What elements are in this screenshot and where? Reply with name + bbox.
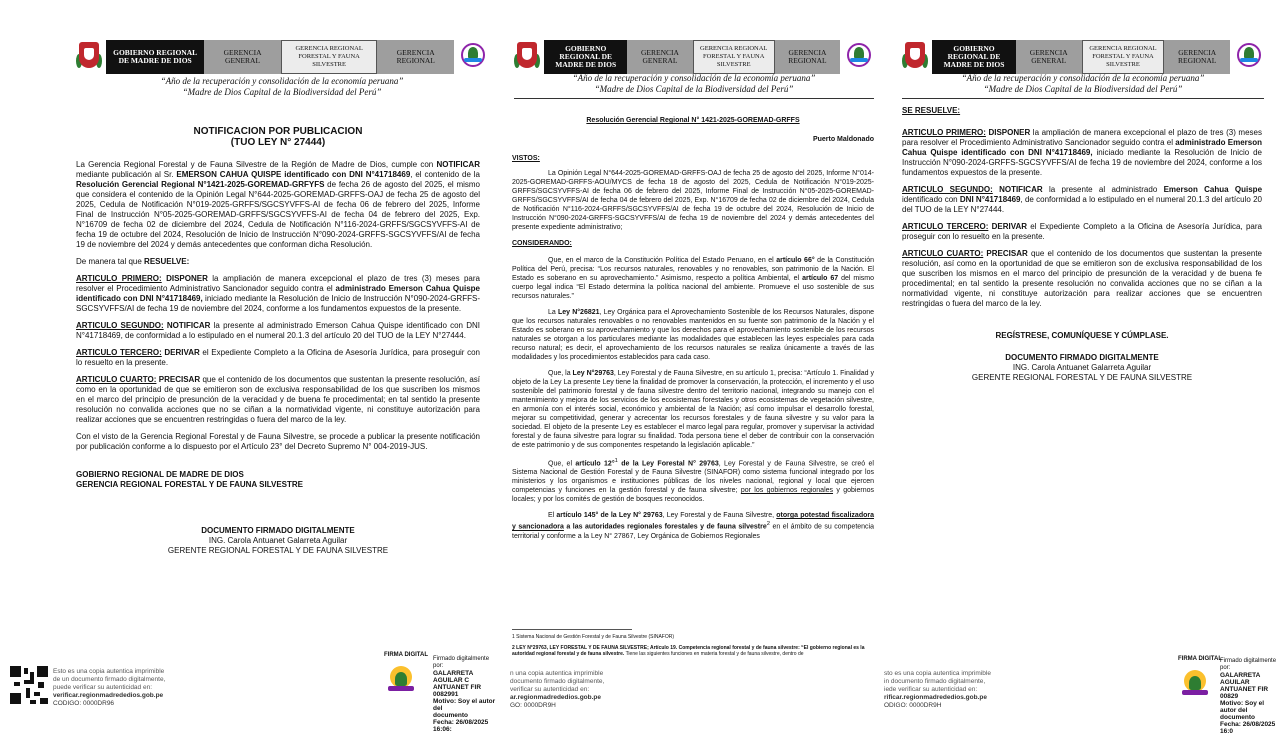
considerando-1: Que, en el marco de la Constitución Política del Estado Peruano, en el artículo 66° de la Constitución Política del Perú, precisa: “Los recursos naturales, renovables y no renovables, son patrimonio de la Nación. El Estado es soberano en su aprovechamiento.” Asimismo, respecto a política Ambiental, el artículo 67 del mismo cuerpo legal indica “El Estado determina la política nacional del ambiente. Promueve el uso sostenible de sus recursos naturales.”: [512, 257, 875, 300]
motto: [76, 76, 488, 98]
considerando-2: La Ley N°26821, Ley Orgánica para el Aprovechamiento Sostenible de los Recursos Naturales, dispone que los recursos naturales renovables o no renovables mantenidos en su fuente son patrimonio de la Nación y el Estado es soberano en su aprovechamiento y que los derechos para el aprovechamiento sostenible de los recursos naturales se otorgan a los particulares mediante las modalidades que establecen las leyes especiales para cada recurso natural; es decir, el aprovechamiento de los recursos naturales se realiza únicamente a través de las modalidades y los procedimientos establecidos para cada caso.: [512, 309, 875, 361]
vistos-heading: VISTOS:: [512, 155, 540, 162]
verification-note: n una copia autentica imprimible documento firmado digitalmente, verificar su autenticidad en: ar.regionmadrededios.gob.pe GO: 0000DR9H: [510, 670, 605, 709]
header-rule: [514, 98, 874, 99]
resuelve-paragraph: De manera tal que RESUELVE:: [76, 257, 190, 266]
considerando-4: Que, el artículo 12°$^1$ de la Ley Forestal N° 29763, Ley Forestal y de Fauna Silvestre, se creó el Sistema Nacional de Gestión Forestal y de Fauna Silvestre (SINAFOR) como sistema funcional integrado por los ministerios y los organismos e instituciones públicas de los niveles nacional, regional y local que ejercen competencias y funciones en la gestión forestal y de fauna silvestre; por los gobiernos regionales y gobiernos locales; y por los comités de gestión de bosques reconocidos.: [512, 458, 874, 504]
header-box-gerencia-regional: GERENCIA REGIONAL: [1164, 40, 1230, 74]
page-title: [76, 126, 480, 148]
article-3: ARTICULO TERCERO: DERIVAR el Expediente Completo a la Oficina de Asesoría Jurídica, para proseguir con lo resuelto en la presente.: [902, 222, 1262, 241]
se-resuelve-heading: SE RESUELVE:: [902, 106, 961, 115]
verify-link[interactable]: rificar.regionmadrededios.gob.pe: [884, 694, 987, 701]
motto: “Año de la recuperación y consolidación de la economía peruana” “Madre de Dios Capital de la Biodiversidad del Perú”: [572, 73, 816, 94]
verify-code: ODIGO: 0000DR9H: [884, 702, 942, 709]
considerando-5: El artículo 145° de la Ley N° 29763, Ley Forestal y de Fauna Silvestre, otorga potestad fiscalizadora y sancionadora a las autoridades regionales forestales y de fauna silvestre$^2$ en el ámbito de su competencia territorial y conforme a la Ley N° 27867, Ley Orgánica de Gobiernos Regionales: [512, 512, 874, 540]
place: Puerto Maldonado: [812, 136, 874, 143]
firma-digital-seal-icon: [384, 662, 418, 696]
page-notificacion: [0, 0, 500, 733]
article-2: ARTICULO SEGUNDO: NOTIFICAR la presente al administrado Emerson Cahua Quispe identificado con DNI N°41718469, de conformidad a lo estipulado en el numeral 20.1.3 del artículo 20 del TUO de la LEY N°27444.: [76, 321, 480, 340]
article-4: ARTICULO CUARTO: PRECISAR que el contenido de los documentos que sustentan la presente resolución, así como en la oportunidad de que se emitieron son de exclusiva responsabilidad de los que suscriben los mismos en el marco del principio de presunción de la veracidad y de buena fe procedimental; en tal sentido la presente resolución no convalida acciones que no se ciñan a la normatividad vigente, ni constituye autorización para realizar acciones que se encuentren restringidas o fuera del marco de la ley.: [76, 375, 481, 424]
article-2: ARTICULO SEGUNDO: NOTIFICAR la presente al administrado Emerson Cahua Quispe identificado con DNI N°41718469, de conformidad a lo estipulado en el numeral 20.1.3 del artículo 20 del TUO de la LEY N°27444.: [902, 185, 1263, 214]
notification-body: [76, 160, 480, 556]
digital-signature-info: Firmado digitalmente por: GALARRETA AGUILAR C ANTUANET FIR 0082991 Motivo: Soy el autor del documento Fecha: 26/08/2025 16:06:: [433, 656, 496, 733]
article-3: ARTICULO TERCERO: DERIVAR el Expediente Completo a la Oficina de Asesoría Jurídica, para proseguir con lo resuelto en la presente.: [76, 348, 481, 367]
header-box-gobierno: GOBIERNO REGIONAL DE MADRE DE DIOS: [932, 40, 1016, 74]
article-4: ARTICULO CUARTO: PRECISAR que el contenido de los documentos que sustentan la presente resolución, así como en la oportunidad de que se emitieron son de exclusiva responsabilidad de los que suscriben los mismos en el marco del principio de presunción de la veracidad y de buena fe procedimental; en tal sentido la presente resolución no convalida acciones que no se ciñan a la normatividad vigente, ni constituye autorización para realizar acciones que se encuentren restringidas o fuera del marco de la ley.: [902, 249, 1262, 308]
title-line-2: (TUO LEY N° 27444): [230, 137, 326, 148]
peru-shield-icon: [514, 40, 540, 74]
verify-code: CODIGO: 0000DR96: [53, 700, 115, 707]
header-box-gerencia-general: GERENCIA GENERAL: [627, 40, 692, 74]
regional-forestal-logo-icon: [458, 40, 488, 74]
verify-code: GO: 0000DR9H: [510, 702, 556, 709]
regional-forestal-logo-icon: [1234, 40, 1264, 74]
considerando-3: Que, la Ley N°29763, Ley Forestal y de Fauna Silvestre, en su artículo 1, precisa: “Artículo 1. Finalidad y objeto de la Ley La presente Ley tiene la finalidad de promover la conservación, la protección, el incremento y el uso sostenible del patrimonio forestal y de fauna silvestre dentro del territorio nacional, integrando su manejo con el mantenimiento y mejora de los servicios de los ecosistemas forestales y otros ecosistemas de vegetación silvestre, en armonía con el interés social, económico y ambiental de la Nación; así como impulsar el desarrollo forestal, mejorar su competitividad, generar y acrecentar los recursos forestales y de fauna silvestre y su valor para la sociedad. El objeto de la presente Ley es establecer el marco legal para regular, promover y supervisar la actividad forestal y de fauna silvestre para lograr su finalidad. Toda persona tiene el deber de contribuir con la conservación de este patrimonio y de sus componentes respetando la legislación aplicable.”: [512, 370, 874, 449]
peru-shield-icon: [76, 40, 102, 74]
verify-link[interactable]: verificar.regionmadrededios.gob.pe: [53, 692, 164, 699]
closing-formula: REGÍSTRESE, COMUNÍQUESE Y CÚMPLASE.: [995, 331, 1169, 340]
intro-paragraph: La Gerencia Regional Forestal y de Fauna Silvestre de la Región de Madre de Dios, cumple con NOTIFICAR mediante publicación al Sr. EMERSON CAHUA QUISPE identificado con DNI N°41718469, el contenido de la Resolución Gerencial Regional N°1421-2025-GOREMAD-GRFYFS de fecha 26 de agosto del 2025, el mismo que considera el contenido de la Opinión Legal N°644-2025-GOREMAD-GRFFS-OAJ de fecha 25 de agosto del 2025, Cedula de Notificación N°019-2025-GRFFS/SGCSYVFFS-AI de fecha 06 de febrero del 2025, Informe Final de Instrucción N°05-2025-GOREMAD-GRFFS/SGCSYVFFS-AI de fecha 04 de febrero del 2025, Exp. N°16709 de fecha 02 de diciembre del 2024, Cedula de Notificación N°116-2024-GRFFS/SGCSYVFFS-AI de fecha 19 de octubre del 2024, Resolución de Inicio de Instrucción N°090-2024-GRFFS-SGCSYVFFS/AI de fecha 19 de noviembre del 2024 y demás antecedentes que conforman dicha Resolución.: [76, 160, 480, 249]
page-resolucion-2: [884, 0, 1280, 735]
firma-digital-label: FIRMA DIGITAL: [384, 652, 428, 658]
footnote-rule: [512, 629, 632, 630]
header-box-gerencia-general: GERENCIA GENERAL: [1016, 40, 1082, 74]
header-box-forestal: GERENCIA REGIONAL FORESTAL Y FAUNA SILVESTRE: [281, 40, 378, 74]
letterhead: [902, 40, 1264, 74]
header-box-forestal: GERENCIA REGIONAL FORESTAL Y FAUNA SILVESTRE: [693, 40, 775, 74]
header-box-gobierno: GOBIERNO REGIONAL DE MADRE DE DIOS: [544, 40, 627, 74]
vistos-paragraph: La Opinión Legal N°644-2025-GOREMAD-GRFFS-OAJ de fecha 25 de agosto del 2025, Informe N°014-2025-GOREMAD-GRFFS-AOU/MYCS de fecha 18 de agosto del 2025, Cedula de Notificación N°019-2025-GRFFS/SGCSYVFFS-AI de fecha 06 de febrero del 2025, Informe Final de Instrucción N°05-2025-GOREMAD-GRFFS/SGCSYVFFS/AI de fecha 04 de febrero del 2025, Exp. N°16709 de fecha 02 de diciembre del 2024, Cedula de Notificación N°116-2024-GRFFS/SGCSYVFFS/AI de fecha 19 de octubre del 2024, Resolución de Inicio de Instrucción N°090-2024-GRFFS-SGCSYVFFS/AI de fecha 19 de noviembre del 2024 y demás antecedentes del presente expediente administrativo;: [512, 170, 874, 231]
footnote-1: 1 Sistema Nacional de Gestión Forestal y de Fauna Silvestre (SINAFOR): [512, 634, 675, 640]
header-box-gobierno: GOBIERNO REGIONAL DE MADRE DE DIOS: [106, 40, 204, 74]
header-box-gerencia-general: GERENCIA GENERAL: [204, 40, 281, 74]
letterhead: [76, 40, 488, 74]
header-box-forestal: GERENCIA REGIONAL FORESTAL Y FAUNA SILVESTRE: [1082, 40, 1165, 74]
firma-digital-seal-icon: [1178, 666, 1212, 700]
resolution-body: [512, 116, 874, 548]
org-block: GOBIERNO REGIONAL DE MADRE DE DIOS GERENCIA REGIONAL FORESTAL Y DE FAUNA SILVESTRE: [76, 470, 303, 489]
header-rule: [902, 98, 1264, 99]
verification-note: Esto es una copia autentica imprimible de un documento firmado digitalmente, puede verificar su autenticidad en: verificar.regionmadrededios.gob.pe CODIGO: 0000DR96: [53, 668, 166, 707]
digital-signature-info: Firmado digitalmente por: GALARRETA AGUILAR ANTUANET FIR 00829 Motivo: Soy el autor del documento Fecha: 26/08/2025 16:0: [1220, 658, 1277, 735]
article-1: ARTICULO PRIMERO: DISPONER la ampliación de manera excepcional el plazo de tres (3) meses para resolver el Procedimiento Administrativo Sancionador seguido contra el administrado Emerson Cahua Quispe identificado con DNI N°41718469, iniciado mediante la Resolución de Inicio de Instrucción N°090-2024-GRFFS-SGCSYVFFS/AI de fecha 19 de noviembre del 2024, conforme a los fundamentos expuestos de la presente.: [76, 274, 480, 313]
resolution-articles: [902, 106, 1262, 383]
signature-block: DOCUMENTO FIRMADO DIGITALMENTE ING. Carola Antuanet Galarreta Aguilar GERENTE REGIONAL FORESTAL Y DE FAUNA SILVESTRE: [167, 526, 389, 555]
motto-line-2: “Madre de Dios Capital de la Biodiversidad del Perú”: [182, 87, 382, 97]
motto-line-1: “Año de la recuperación y consolidación de la economía peruana”: [160, 76, 404, 86]
closing-paragraph: Con el visto de la Gerencia Regional Forestal y de Fauna Silvestre, se procede a publicar la presente notificación por publicación conforme a lo dispuesto por el Artículo 23° del Decreto Supremo N° 004-2019-JUS.: [76, 432, 480, 451]
title-line-1: NOTIFICACION POR PUBLICACION: [193, 126, 363, 137]
page-resolucion-1: [500, 0, 890, 720]
firma-digital-label: FIRMA DIGITAL: [1178, 656, 1222, 662]
resolution-title: Resolución Gerencial Regional N° 1421-2025-GOREMAD-GRFFS: [586, 117, 800, 124]
considerando-heading: CONSIDERANDO:: [512, 240, 572, 247]
regional-forestal-logo-icon: [844, 40, 874, 74]
letterhead: [514, 40, 874, 74]
article-1: ARTICULO PRIMERO: DISPONER la ampliación de manera excepcional el plazo de tres (3) meses para resolver el Procedimiento Administrativo Sancionador seguido contra el administrado Emerson Cahua Quispe identificado con DNI N°41718469, iniciado mediante la Resolución de Inicio de Instrucción N°090-2024-GRFFS-SGCSYVFFS/AI de fecha 19 de noviembre del 2024, conforme a los fundamentos expuestos de la presente.: [902, 128, 1262, 177]
header-box-gerencia-regional: GERENCIA REGIONAL: [775, 40, 840, 74]
qr-code-icon: [10, 666, 48, 704]
verify-link[interactable]: ar.regionmadrededios.gob.pe: [510, 694, 602, 701]
verification-note: sto es una copia autentica imprimible in documento firmado digitalmente, iede verificar su autenticidad en: rificar.regionmadrededios.gob.pe ODIGO: 0000DR9H: [884, 670, 991, 709]
footnote-2: 2 LEY N°29763, LEY FORESTAL Y DE FAUNA SILVESTRE; Artículo 19. Competencia regional forestal y de fauna silvestre: “El gobierno regional es la autoridad regional forestal y de fauna silvestre. Tiene las siguientes funciones en materia forestal y de fauna silvestre, dentro de: [512, 645, 865, 657]
signature-block: DOCUMENTO FIRMADO DIGITALMENTE ING. Carola Antuanet Galarreta Aguilar GERENTE REGIONAL FORESTAL Y DE FAUNA SILVESTRE: [971, 353, 1193, 382]
header-box-gerencia-regional: GERENCIA REGIONAL: [377, 40, 454, 74]
motto: “Año de la recuperación y consolidación de la economía peruana” “Madre de Dios Capital de la Biodiversidad del Perú”: [961, 73, 1205, 94]
peru-shield-icon: [902, 40, 928, 74]
